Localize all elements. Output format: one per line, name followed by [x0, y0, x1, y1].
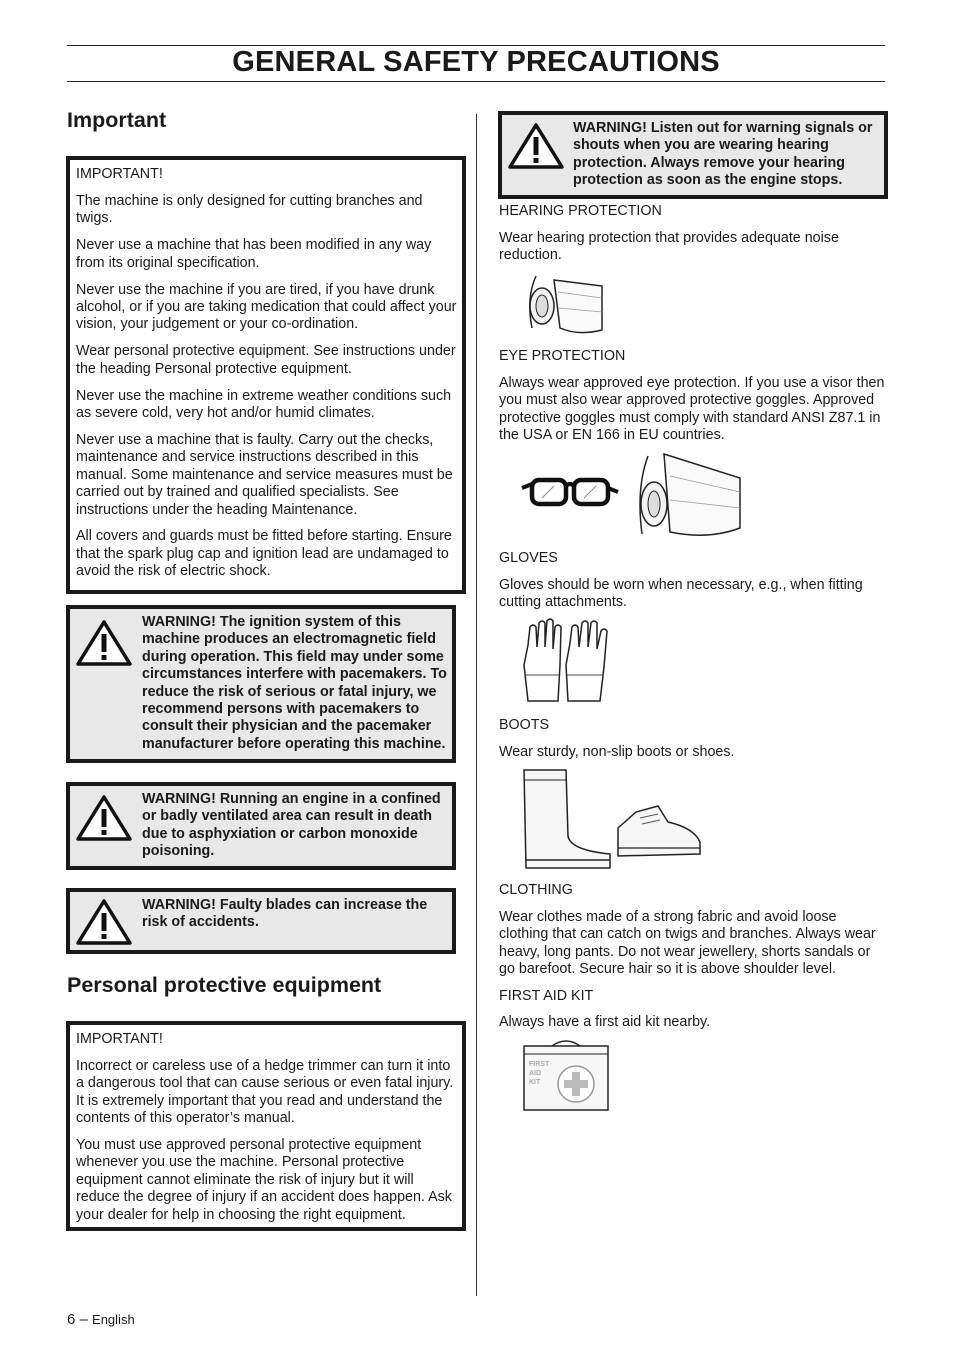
gloves-icon	[518, 617, 612, 707]
ppe-item-text: Wear clothes made of a strong fabric and avoid loose clothing that can catch on twigs and branches. Always wear heavy, long pants. Do not wear jewellery, shorts sandals or go barefoot. Secure hair so it is above shoulder level.	[499, 909, 876, 978]
svg-text:AID: AID	[529, 1070, 542, 1077]
warning-pacemaker	[66, 605, 456, 763]
ppe-important-label: IMPORTANT!	[76, 1031, 163, 1047]
warning-triangle-icon	[507, 122, 565, 170]
important-label: IMPORTANT!	[76, 166, 163, 182]
ppe-item-heading: FIRST AID KIT	[499, 988, 594, 1004]
ppe-paragraph: Incorrect or careless use of a hedge trimmer can turn it into a dangerous tool that can cause serious or even fatal injury. It is extremely important that you read and understand the contents of this operator’s manual.	[76, 1057, 454, 1127]
warning-text: WARNING! Faulty blades can increase the risk of accidents.	[142, 897, 428, 931]
footer-language: English	[92, 1312, 135, 1327]
column-divider	[476, 114, 477, 1296]
ppe-paragraph: You must use approved personal protective equipment whenever you use the machine. Personal protective equipment cannot eliminate the risk of injury but it will reduce the degree of injury if an accident does happen. Ask your dealer for help in choosing the right equipment.	[76, 1137, 452, 1223]
important-paragraph: Never use a machine that has been modified in any way from its original specification.	[76, 237, 432, 271]
important-paragraph: Never use a machine that is faulty. Carry out the checks, maintenance and service instructions described in this manual. Some maintenance and service measures must be carried out by trained and qualified specialists. See instructions under the heading Maintenance.	[76, 431, 453, 518]
ear-protector-visor-icon	[518, 268, 604, 336]
important-paragraph: The machine is only designed for cutting branches and twigs.	[76, 192, 423, 227]
important-paragraph: Never use the machine in extreme weather conditions such as severe cold, very hot and/or humid climates.	[76, 387, 452, 421]
important-paragraph: All covers and guards must be fitted before starting. Ensure that the spark plug cap and ignition lead are undamaged to avoid the risk of electric shock.	[76, 528, 452, 580]
ppe-item-text: Wear hearing protection that provides adequate noise reduction.	[499, 230, 839, 264]
ppe-item-heading: BOOTS	[499, 717, 550, 733]
important-paragraph: Wear personal protective equipment. See instructions under the heading Personal protective equipment.	[76, 343, 456, 377]
goggles-and-visor-icon	[518, 448, 744, 540]
ppe-item-heading: EYE PROTECTION	[499, 348, 626, 364]
warning-confined-area	[66, 782, 456, 870]
warning-hearing	[498, 111, 888, 199]
warning-triangle-icon	[75, 794, 133, 842]
page-footer	[67, 1311, 135, 1328]
warning-text: WARNING! Listen out for warning signals or shouts when you are wearing hearing protection. Always remove your hearing protection as soon as the engine stops.	[573, 120, 873, 189]
ppe-item-heading: CLOTHING	[499, 882, 573, 898]
warning-faulty-blades	[66, 888, 456, 954]
ppe-item-heading: GLOVES	[499, 550, 558, 566]
ppe-heading: Personal protective equipment	[67, 973, 382, 997]
warning-text: WARNING! Running an engine in a confined or badly ventilated area can result in death due to asphyxiation or carbon monoxide poisoning.	[142, 791, 441, 860]
warning-text: WARNING! The ignition system of this machine produces an electromagnetic field during operation. This field may under some circumstances interfere with pacemakers. To reduce the risk of serious or fatal injury, we recommend persons with pacemakers to consult their physician and the pacemaker manufacturer before operating this machine.	[142, 614, 447, 752]
boots-icon	[518, 766, 704, 872]
ppe-item-text: Gloves should be worn when necessary, e.g., when fitting cutting attachments.	[499, 577, 863, 611]
svg-text:FIRST: FIRST	[529, 1061, 550, 1068]
warning-triangle-icon	[75, 619, 133, 667]
ppe-important-box	[66, 1021, 466, 1231]
important-heading: Important	[67, 108, 167, 132]
header-rule-bottom	[67, 81, 885, 82]
ppe-item-heading: HEARING PROTECTION	[499, 203, 662, 219]
page-title: GENERAL SAFETY PRECAUTIONS	[232, 46, 720, 78]
svg-text:KIT: KIT	[529, 1079, 541, 1086]
page-number: 6 –	[67, 1311, 88, 1328]
first-aid-kit-icon	[520, 1036, 612, 1114]
important-paragraph: Never use the machine if you are tired, if you have drunk alcohol, or if you are taking medication that could affect your vision, your judgement or your co-ordination.	[76, 281, 457, 333]
warning-triangle-icon	[75, 898, 133, 946]
ppe-item-text: Always wear approved eye protection. If you use a visor then you must also wear approved protective goggles. Approved protective goggles must comply with standard ANSI Z87.1 in the USA or EN 166 in EU countries.	[499, 375, 885, 444]
important-box	[66, 156, 466, 594]
ppe-item-text: Wear sturdy, non-slip boots or shoes.	[499, 744, 735, 760]
ppe-item-text: Always have a first aid kit nearby.	[499, 1014, 711, 1030]
